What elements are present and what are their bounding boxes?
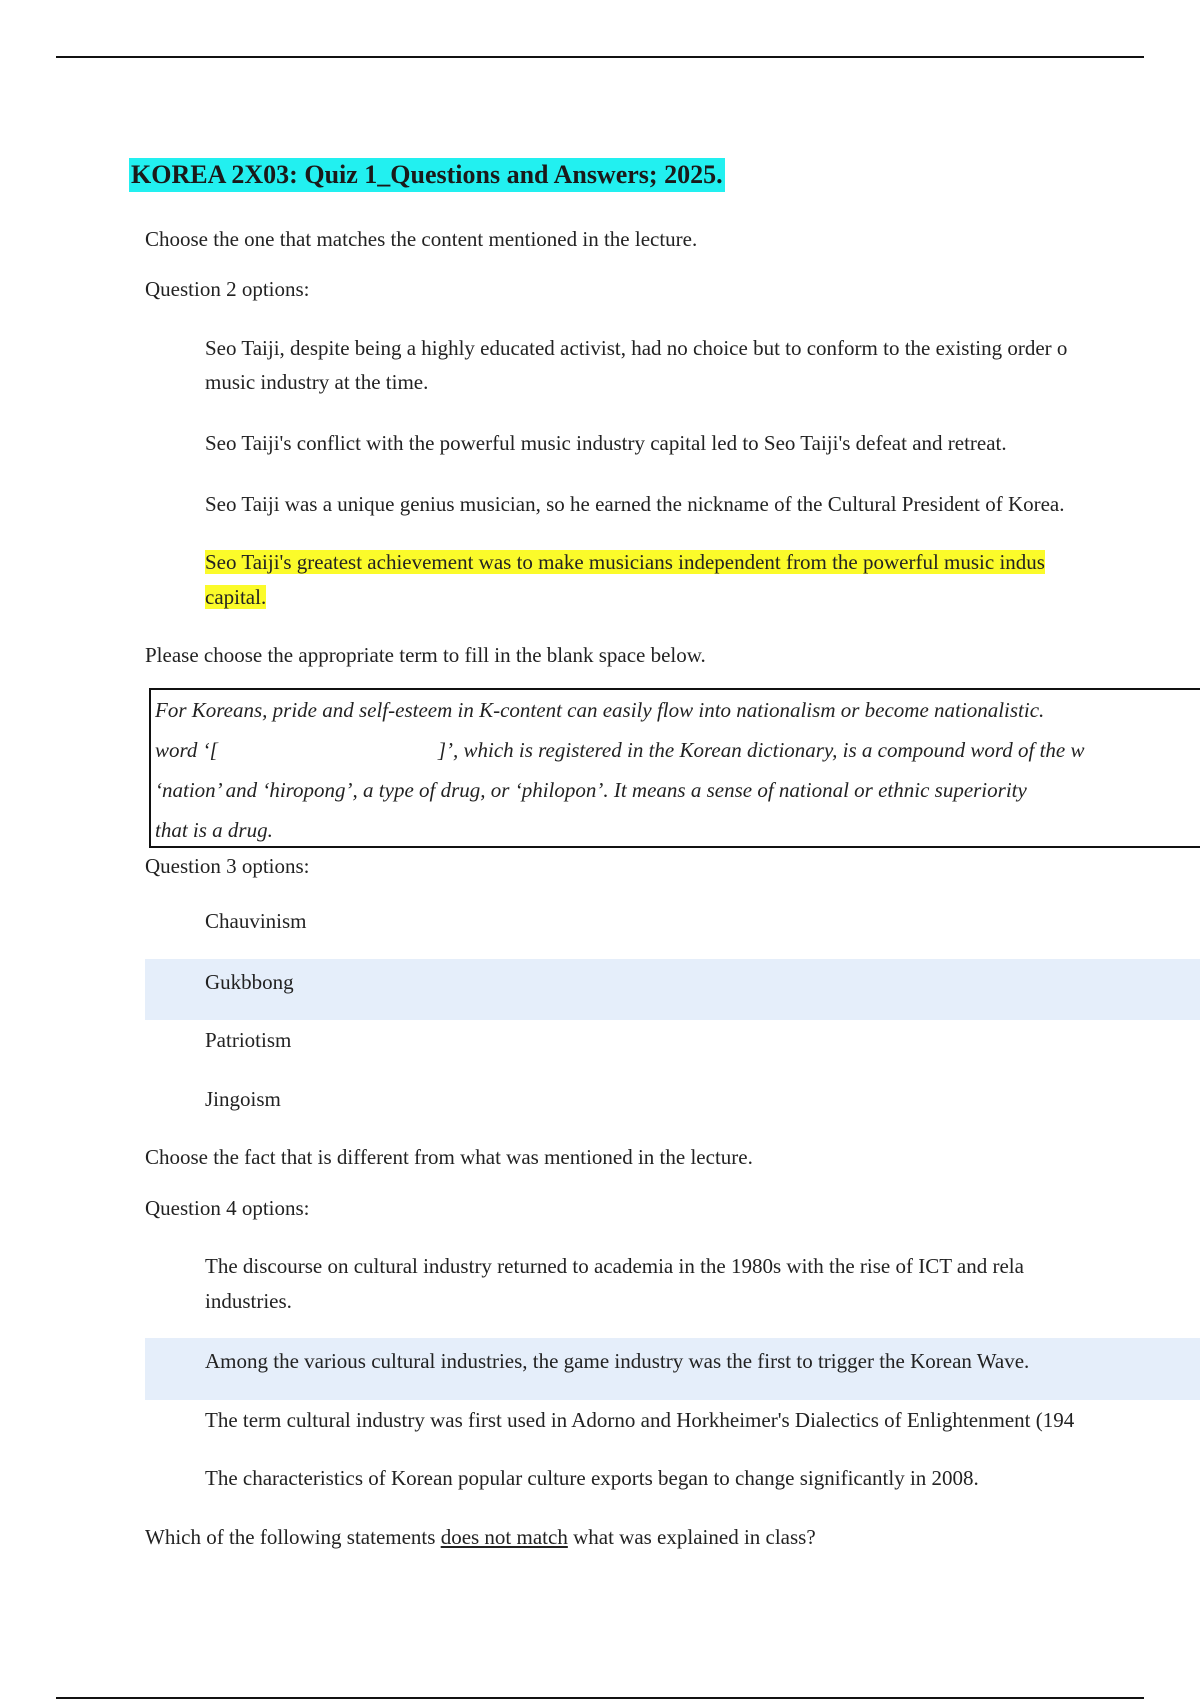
question-3-options-label: Question 3 options: [145,854,310,878]
question-3-option-4[interactable]: Jingoism [205,1087,281,1111]
document-title: KOREA 2X03: Quiz 1_Questions and Answers; 2025. [129,158,725,192]
question-2-option-2[interactable]: Seo Taiji's conflict with the powerful music industry capital led to Seo Taiji's defeat and retreat. [205,431,1007,455]
option-text-continued: industries. [205,1289,292,1313]
highlighted-answer-text: Seo Taiji's greatest achievement was to make musicians independent from the powerful music indus [205,550,1045,574]
passage-line-3: ‘nation’ and ‘hiropong’, a type of drug, or ‘philopon’. It means a sense of national or ethnic superiority [155,778,1027,802]
question-4-options-label: Question 4 options: [145,1196,310,1220]
question-4-option-3[interactable]: The term cultural industry was first used in Adorno and Horkheimer's Dialectics of Enlightenment (194 [205,1408,1075,1432]
passage-line-2: word ‘[ ]’, which is registered in the Korean dictionary, is a compound word of the w [155,738,1085,762]
question-4-option-2-selected[interactable]: Among the various cultural industries, the game industry was the first to trigger the Korean Wave. [205,1349,1030,1373]
question-3-prompt: Please choose the appropriate term to fill in the blank space below. [145,643,706,667]
option-text: The discourse on cultural industry returned to academia in the 1980s with the rise of ICT and rela [205,1254,1024,1278]
question-4-option-4[interactable]: The characteristics of Korean popular culture exports began to change significantly in 2008. [205,1466,979,1490]
highlighted-answer-text-continued: capital. [205,585,267,609]
option-text: Seo Taiji, despite being a highly educated activist, had no choice but to conform to the existing order o [205,336,1068,360]
selected-option-band [145,959,1200,1020]
question-2-option-3[interactable]: Seo Taiji was a unique genius musician, so he earned the nickname of the Cultural President of Korea. [205,492,1065,516]
passage-line-1: For Koreans, pride and self-esteem in K-content can easily flow into nationalism or become nationalistic. [155,698,1045,722]
passage-line-4: that is a drug. [155,818,273,842]
option-text-continued: music industry at the time. [205,370,429,394]
emphasis-underline: does not match [440,1525,568,1549]
bottom-rule [56,1697,1144,1699]
question-5-prompt: Which of the following statements does not match what was explained in class? [145,1525,816,1549]
question-2-options-label: Question 2 options: [145,277,310,301]
question-3-option-3[interactable]: Patriotism [205,1028,292,1052]
top-rule [56,56,1144,58]
question-3-option-2-selected[interactable]: Gukbbong [205,970,294,994]
passage-box [149,688,1200,848]
question-3-option-1[interactable]: Chauvinism [205,909,307,933]
question-2-prompt: Choose the one that matches the content mentioned in the lecture. [145,227,698,251]
question-4-prompt: Choose the fact that is different from what was mentioned in the lecture. [145,1145,753,1169]
